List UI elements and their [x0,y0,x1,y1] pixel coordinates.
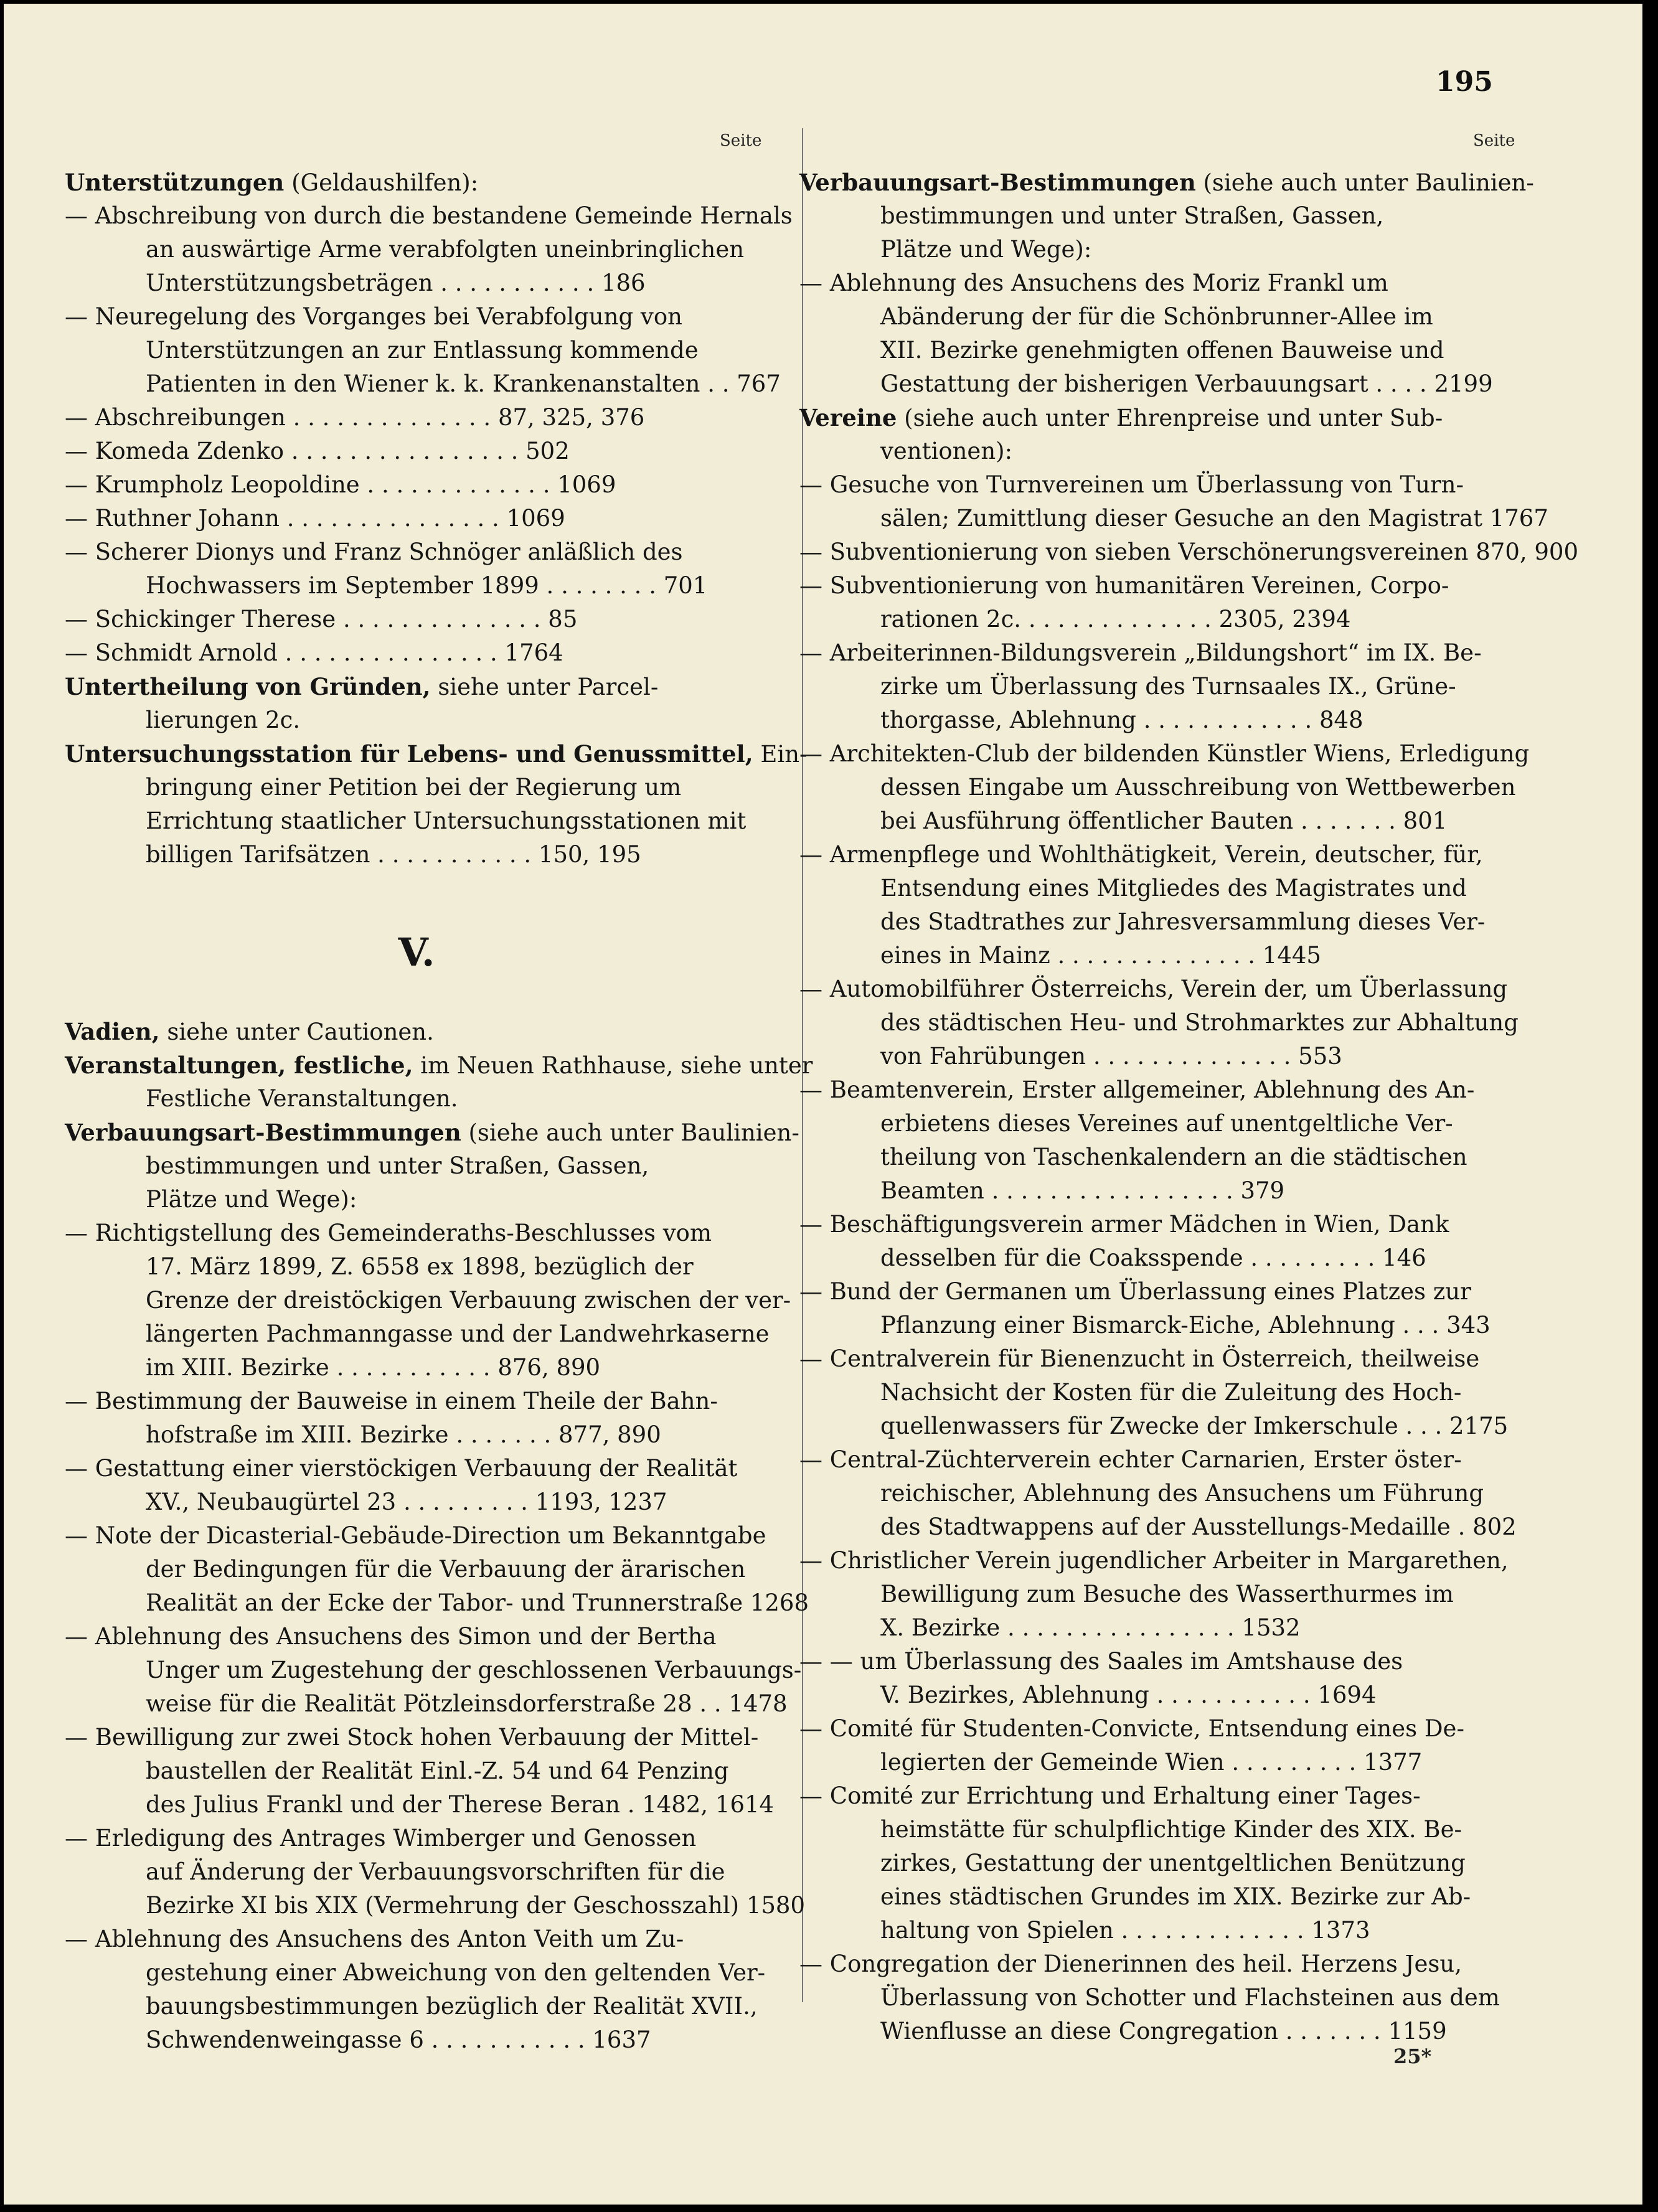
entry-text: des Stadtrathes zur Jahresversammlung dieses Ver- [880,908,1486,935]
entry-text: des städtischen Heu- und Strohmarktes zur Abhaltung [880,1009,1519,1036]
index-subentry [799,1208,1517,1275]
entry-text: der Bedingungen für die Verbauung der ärarischen [146,1556,746,1583]
entry-text: — Scherer Dionys und Franz Schnöger anläßlich des [65,539,683,565]
entry-line [799,1611,1517,1645]
entry-text: gestehung einer Abweichung von den geltenden Ver- [146,1959,766,1986]
index-subentry [65,401,768,435]
signature-mark: 25* [1393,2045,1432,2068]
entry-line [799,1107,1517,1141]
entry-line [799,737,1530,771]
entry-heading: Untersuchungsstation für Lebens- und Genussmittel, [65,740,753,768]
entry-text: — Ruthner Johann . . . . . . . . . . . . . . . 1069 [65,505,565,532]
entry-text: des Stadtwappens auf der Ausstellungs-Medaille . 802 [880,1513,1517,1540]
entry-text: billigen Tarifsätzen . . . . . . . . . . . 150, 195 [146,841,641,868]
entry-line [65,367,781,401]
entry-heading: Verbauungsart-Bestimmungen [65,1119,461,1146]
entry-line [65,1855,768,1889]
entry-heading: Untertheilung von Gründen, [65,673,431,700]
entry-text: des Julius Frankl und der Therese Beran . 1482, 1614 [146,1791,775,1818]
entry-line [65,771,768,804]
entry-line [799,972,1517,1006]
entry-line [65,670,768,704]
entry-text: (siehe auch unter Baulinien- [1203,169,1534,196]
entry-line [799,1981,1517,2015]
entry-text: Wienflusse an diese Congregation . . . . . . . 1159 [880,2018,1447,2045]
entry-text: Unger um Zugestehung der geschlossenen Verbauungs- [146,1657,802,1683]
entry-line [799,1947,1517,1981]
index-entry [799,166,1534,266]
index-subentry [65,300,781,401]
entry-line [65,334,768,367]
entry-line [799,367,1517,401]
entry-text: — Abschreibung von durch die bestandene Gemeinde Hernals [65,202,793,229]
entry-line [65,1015,768,1048]
entry-line [799,1275,1517,1309]
entry-text: haltung von Spielen . . . . . . . . . . . . . 1373 [880,1917,1370,1944]
entry-line [65,199,793,233]
entry-text: bauungsbestimmungen bezüglich der Realität XVII., [146,1993,758,2020]
entry-text: — Gestattung einer vierstöckigen Verbauung der Realität [65,1455,738,1482]
entry-text: — Comité zur Errichtung und Erhaltung einer Tages- [799,1782,1421,1809]
entry-text: — Comité für Studenten-Convicte, Entsendung eines De- [799,1715,1464,1742]
entry-text: dessen Eingabe um Ausschreibung von Wettbewerben [880,774,1516,801]
index-subentry [65,636,768,670]
entry-line [799,1510,1517,1544]
page-number: 195 [1436,66,1493,98]
entry-line [799,1544,1517,1578]
entry-line [799,670,1517,704]
index-subentry [65,435,768,468]
entry-line [65,435,768,468]
entry-text: — Ablehnung des Ansuchens des Anton Veith um Zu- [65,1926,684,1952]
index-entry [65,670,768,737]
entry-line [799,905,1517,939]
entry-text: Unterstützungen an zur Entlassung kommende [146,337,699,364]
index-subentry [799,1779,1517,1947]
entry-text: lierungen 2c. [146,707,301,733]
entry-text: Schwendenweingasse 6 . . . . . . . . . . . 1637 [146,2026,651,2053]
index-subentry [65,603,768,636]
index-subentry [799,636,1517,737]
entry-text: — Bewilligung zur zwei Stock hohen Verbauung der Mittel- [65,1724,759,1751]
entry-text: — Centralverein für Bienenzucht in Österreich, theilweise [799,1345,1480,1372]
entry-line [65,1250,768,1284]
entry-line [799,872,1517,905]
entry-text: — Beamtenverein, Erster allgemeiner, Ablehnung des An- [799,1076,1475,1103]
index-entry [65,1048,813,1116]
entry-text: — Architekten-Club der bildenden Künstler Wiens, Erledigung [799,740,1530,767]
entry-line [799,1040,1517,1073]
index-subentry [65,1452,768,1519]
entry-line [65,1284,791,1317]
entry-text: X. Bezirke . . . . . . . . . . . . . . . . 1532 [880,1614,1301,1641]
entry-line [65,1923,768,1956]
index-subentry [799,838,1517,972]
entry-text: — Automobilführer Österreichs, Verein der, um Überlassung [799,976,1508,1002]
entry-text: — Gesuche von Turnvereinen um Überlassung von Turn- [799,471,1464,498]
index-subentry [799,1342,1517,1443]
entry-line [799,838,1517,872]
entry-text: baustellen der Realität Einl.-Z. 54 und 64 Penzing [146,1758,729,1784]
entry-line [799,1073,1517,1107]
entry-text: erbietens dieses Vereines auf unentgeltliche Ver- [880,1110,1453,1137]
entry-text: — Christlicher Verein jugendlicher Arbeiter in Margarethen, [799,1547,1509,1574]
index-entry [65,1116,799,1217]
entry-text: quellenwassers für Zwecke der Imkerschule . . . 2175 [880,1413,1509,1439]
index-subentry [799,1947,1517,2048]
entry-text: Patienten in den Wiener k. k. Krankenanstalten . . 767 [146,370,781,397]
entry-text: — Bund der Germanen um Überlassung eines Platzes zur [799,1278,1471,1305]
entry-line [65,401,768,435]
entry-line [65,1149,768,1183]
index-entry [799,401,1517,468]
entry-line [65,1654,802,1687]
entry-line [799,1477,1517,1510]
entry-line [799,704,1517,737]
entry-line [799,535,1579,569]
entry-text: — Schickinger Therese . . . . . . . . . . . . . . 85 [65,606,578,633]
entry-line [65,1620,768,1654]
entry-text: — Abschreibungen . . . . . . . . . . . . . . 87, 325, 376 [65,404,645,431]
entry-text: theilung von Taschenkalendern an die städtischen [880,1144,1467,1170]
index-subentry [65,1385,768,1452]
entry-text: bei Ausführung öffentlicher Bauten . . . . . . . 801 [880,807,1448,834]
index-subentry [799,972,1517,1073]
index-subentry [65,1519,809,1620]
entry-text: von Fahrübungen . . . . . . . . . . . . . . 553 [880,1043,1342,1070]
entry-line [65,1519,768,1553]
entry-line [65,1586,809,1620]
entry-line [799,233,1517,266]
entry-line [65,266,768,300]
entry-line [799,1006,1517,1040]
entry-text: Plätze und Wege): [880,236,1092,263]
entry-line [799,166,1534,199]
entry-text: legierten der Gemeinde Wien . . . . . . . . . 1377 [880,1749,1423,1776]
entry-line [65,1788,775,1822]
section-letter: V. [398,930,435,975]
entry-line [65,804,768,838]
entry-line [799,1208,1517,1241]
entry-line [65,468,768,502]
entry-line [799,939,1517,972]
entry-text: Abänderung der für die Schönbrunner-Allee im [880,303,1433,330]
entry-text: — Erledigung des Antrages Wimberger und Genossen [65,1825,697,1852]
entry-text: ventionen): [880,438,1013,464]
entry-line [65,1351,768,1385]
entry-text: — Richtigstellung des Gemeinderaths-Beschlusses vom [65,1220,712,1246]
entry-line [799,1779,1517,1813]
entry-text: XV., Neubaugürtel 23 . . . . . . . . . 1193, 1237 [146,1489,667,1515]
entry-line [65,569,768,603]
entry-line [799,1678,1517,1712]
entry-line [65,1452,768,1485]
entry-heading: Unterstützungen [65,169,285,196]
index-subentry [799,266,1517,401]
entry-line [799,1712,1517,1746]
entry-line [799,435,1517,468]
entry-line [799,1645,1517,1678]
entry-text: auf Änderung der Verbauungsvorschriften für die [146,1858,725,1885]
entry-text: Realität an der Ecke der Tabor- und Trunnerstraße 1268 [146,1589,809,1616]
index-subentry [65,1721,775,1822]
seite-label-right: Seite [1473,131,1515,150]
entry-text: (siehe auch unter Baulinien- [468,1119,799,1146]
entry-line [65,233,768,266]
right-column [799,166,1579,2048]
index-subentry [65,468,768,502]
entry-line [65,1082,768,1116]
entry-text: an auswärtige Arme verabfolgten uneinbringlichen [146,236,745,263]
entry-line [799,266,1517,300]
index-subentry [65,1620,802,1721]
entry-text: Entsendung eines Mitgliedes des Magistrates und [880,875,1467,901]
entry-line [65,603,768,636]
index-entry [65,166,768,199]
entry-line [65,1116,799,1149]
entry-text: bestimmungen und unter Straßen, Gassen, [146,1152,649,1179]
entry-line [799,804,1517,838]
entry-text: — Armenpflege und Wohlthätigkeit, Verein, deutscher, für, [799,841,1483,868]
entry-text: zirke um Überlassung des Turnsaales IX., Grüne- [880,673,1456,700]
seite-label-left: Seite [720,131,762,150]
entry-text: zirkes, Gestattung der unentgeltlichen Benützung [880,1850,1466,1876]
entry-line [799,1309,1517,1342]
index-subentry [65,1923,768,2057]
entry-line [65,1317,768,1351]
entry-text: Pflanzung einer Bismarck-Eiche, Ablehnung . . . 343 [880,1312,1491,1339]
entry-text: — Neuregelung des Vorganges bei Verabfolgung von [65,303,682,330]
entry-text: im Neuen Rathhause, siehe unter [420,1052,813,1079]
entry-text: — Beschäftigungsverein armer Mädchen in Wien, Dank [799,1211,1449,1238]
entry-text: — Ablehnung des Ansuchens des Moriz Frankl um [799,270,1388,296]
entry-line [799,1578,1517,1611]
entry-line [65,166,768,199]
entry-text: V. Bezirkes, Ablehnung . . . . . . . . . . . 1694 [880,1682,1377,1708]
entry-line [799,771,1517,804]
entry-text: — Central-Züchterverein echter Carnarien, Erster öster- [799,1446,1462,1473]
entry-text: — — um Überlassung des Saales im Amtshause des [799,1648,1403,1675]
entry-line [65,838,768,872]
entry-text: 17. März 1899, Z. 6558 ex 1898, bezüglich der [146,1253,694,1280]
entry-line [65,2023,768,2057]
entry-text: — Note der Dicasterial-Gebäude-Direction um Bekanntgabe [65,1522,766,1549]
entry-line [799,1174,1517,1208]
entry-line [799,1813,1517,1847]
index-subentry [799,1073,1517,1208]
entry-line [799,1241,1517,1275]
entry-text: Grenze der dreistöckigen Verbauung zwischen der ver- [146,1287,791,1314]
entry-text: — Schmidt Arnold . . . . . . . . . . . . . . . 1764 [65,639,563,666]
entry-line [799,1443,1517,1477]
entry-text: (Geldaushilfen): [291,169,479,196]
entry-heading: Vereine [799,404,897,431]
entry-text: bestimmungen und unter Straßen, Gassen, [880,202,1384,229]
index-subentry [799,569,1517,636]
entry-text: Nachsicht der Kosten für die Zuleitung des Hoch- [880,1379,1462,1406]
entry-heading: Veranstaltungen, festliche, [65,1052,413,1079]
index-subentry [65,502,768,535]
entry-text: reichischer, Ablehnung des Ansuchens um Führung [880,1480,1484,1507]
entry-line [65,1048,813,1082]
entry-heading: Vadien, [65,1018,160,1045]
entry-text: XII. Bezirke genehmigten offenen Bauweise und [880,337,1444,364]
entry-text: thorgasse, Ablehnung . . . . . . . . . . . . 848 [880,707,1364,733]
entry-line [65,1956,768,1990]
entry-text: — Bestimmung der Bauweise in einem Theile der Bahn- [65,1388,718,1414]
index-subentry [799,468,1548,535]
entry-line [799,1746,1517,1779]
entry-line [799,1914,1517,1947]
index-subentry [799,1443,1517,1544]
index-subentry [65,535,768,603]
entry-text: Beamten . . . . . . . . . . . . . . . . . 379 [880,1177,1285,1204]
entry-text: im XIII. Bezirke . . . . . . . . . . . 876, 890 [146,1354,601,1381]
entry-line [799,1847,1517,1880]
index-subentry [799,1275,1517,1342]
entry-line [65,1889,806,1923]
entry-text: — Subventionierung von sieben Verschönerungsvereinen 870, 900 [799,539,1579,565]
entry-line [65,502,768,535]
entry-text: Hochwassers im September 1899 . . . . . . . . 701 [146,572,708,599]
entry-text: siehe unter Cautionen. [167,1019,434,1045]
left-column [65,166,813,2057]
entry-text: Gestattung der bisherigen Verbauungsart . . . . 2199 [880,370,1493,397]
entry-line [799,468,1517,502]
entry-line [799,603,1517,636]
entry-text: Plätze und Wege): [146,1186,357,1213]
entry-text: Bewilligung zum Besuche des Wasserthurmes im [880,1581,1454,1607]
index-subentry [799,737,1530,838]
entry-line [799,199,1517,233]
entry-text: eines in Mainz . . . . . . . . . . . . . . 1445 [880,942,1321,969]
entry-text: bringung einer Petition bei der Regierung um [146,774,682,801]
entry-text: siehe unter Parcel- [438,674,659,700]
entry-line [65,1385,768,1418]
entry-line [65,636,768,670]
entry-line [65,1183,768,1217]
entry-text: Überlassung von Schotter und Flachsteinen aus dem [880,1984,1500,2011]
entry-line [799,401,1517,435]
index-subentry [65,1822,806,1923]
entry-line [799,300,1517,334]
entry-line [65,1754,768,1788]
index-subentry [65,1217,791,1385]
entry-line [799,2015,1517,2048]
entry-line [65,704,768,737]
entry-line [65,1418,768,1452]
index-subentry [799,1645,1517,1712]
entry-text: — Ablehnung des Ansuchens des Simon und der Bertha [65,1623,717,1650]
entry-text: eines städtischen Grundes im XIX. Bezirke zur Ab- [880,1883,1471,1910]
entry-line [799,1342,1517,1376]
entry-heading: Verbauungsart-Bestimmungen [799,169,1196,196]
entry-line [65,535,768,569]
entry-text: — Arbeiterinnen-Bildungsverein „Bildungshort“ im IX. Be- [799,639,1482,666]
entry-line [799,334,1517,367]
entry-line [65,1553,768,1586]
entry-text: (siehe auch unter Ehrenpreise und unter Sub- [904,405,1443,431]
index-entry [65,737,808,872]
entry-line [65,1822,768,1855]
entry-text: heimstätte für schulpflichtige Kinder des XIX. Be- [880,1816,1462,1843]
entry-line [65,1990,768,2023]
entry-line [65,737,808,771]
entry-line [65,300,768,334]
entry-text: — Krumpholz Leopoldine . . . . . . . . . . . . . 1069 [65,471,616,498]
entry-text: hofstraße im XIII. Bezirke . . . . . . . 877, 890 [146,1421,661,1448]
entry-line [799,636,1517,670]
entry-text: — Subventionierung von humanitären Vereinen, Corpo- [799,572,1449,599]
index-subentry [799,1544,1517,1645]
entry-text: Bezirke XI bis XIX (Vermehrung der Geschosszahl) 1580 [146,1892,806,1919]
entry-text: Errichtung staatlicher Untersuchungsstationen mit [146,807,747,834]
entry-text: sälen; Zumittlung dieser Gesuche an den Magistrat 1767 [880,505,1548,532]
entry-line [65,1721,768,1754]
entry-line [799,1880,1517,1914]
index-subentry [799,1712,1517,1779]
entry-line [799,502,1548,535]
entry-text: weise für die Realität Pötzleinsdorferstraße 28 . . 1478 [146,1690,788,1717]
entry-text: Ein- [760,741,808,768]
entry-text: längerten Pachmanngasse und der Landwehrkaserne [146,1320,770,1347]
entry-line [799,1410,1517,1443]
index-subentry [799,535,1579,569]
entry-line [799,569,1517,603]
index-subentry [65,199,793,300]
index-entry [65,1015,768,1048]
entry-line [65,1687,788,1721]
entry-line [799,1141,1517,1174]
entry-line [799,1376,1517,1410]
entry-text: Festliche Veranstaltungen. [146,1085,458,1112]
entry-text: — Komeda Zdenko . . . . . . . . . . . . . . . . 502 [65,438,570,464]
entry-text: — Congregation der Dienerinnen des heil. Herzens Jesu, [799,1951,1462,1977]
entry-text: desselben für die Coaksspende . . . . . . . . . 146 [880,1245,1426,1271]
entry-text: rationen 2c. . . . . . . . . . . . . . 2305, 2394 [880,606,1351,633]
entry-line [65,1217,768,1250]
entry-line [65,1485,768,1519]
index-page [4,4,1642,2205]
entry-text: Unterstützungsbeträgen . . . . . . . . . . . 186 [146,270,646,296]
